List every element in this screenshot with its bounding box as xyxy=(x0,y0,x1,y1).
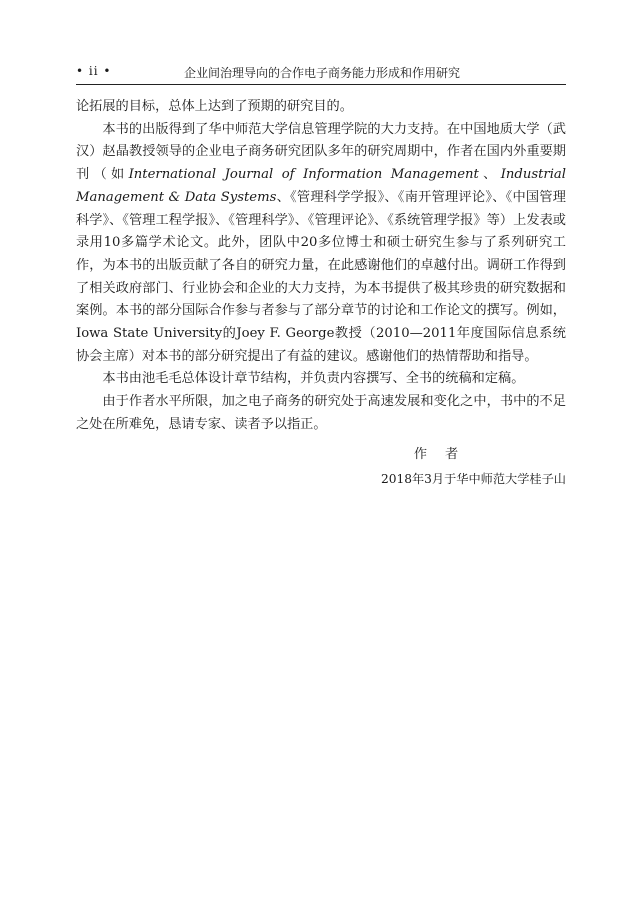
preface-body xyxy=(76,96,566,437)
paragraph-2-part-b: 、《管理科学学报》、《南开管理评论》、《中国管理科学》、《管理工程学报》、《管理科学》、《管理评论》、《系统管理学报》等）上发表或录用10多篇学术论文。此外，团队中20多位博士和硕士研究生参与了系列研究工作，为本书的出版贡献了各自的研究力量，在此感谢他们的卓越付出。调研工作得到了相关政府部门、行业协会和企业的大力支持，为本书提供了极其珍贵的研究数据和案例。本书的部分国际合作参与者参与了部分章节的讨论和工作论文的撰写。例如，Iowa State University的Joey F. George教授（2010—2011年度国际信息系统协会主席）对本书的部分研究提出了有益的建议。感谢他们的热情帮助和指导。 xyxy=(76,189,566,364)
paragraph-4: 由于作者水平所限，加之电子商务的研究处于高速发展和变化之中，书中的不足之处在所难免，恳请专家、读者予以指正。 xyxy=(76,394,566,432)
paragraph-2-part-a: 本书的出版得到了华中师范大学信息管理学院的大力支持。在中国地质大学（武汉）赵晶教授领导的企业电子商务研究团队多年的研究周期中，作者在国内外重要期刊（如 xyxy=(76,121,566,183)
paragraph-2 xyxy=(76,119,566,369)
page-header xyxy=(76,62,566,85)
author-signature: 作者 xyxy=(413,447,477,462)
journal-title-imds: Industrial Management & Data Systems xyxy=(76,167,567,205)
page-number: • ii • xyxy=(76,64,112,78)
journal-separator: 、 xyxy=(478,167,501,183)
paragraph-3: 本书由池毛毛总体设计章节结构，并负责内容撰写、全书的统稿和定稿。 xyxy=(102,371,525,387)
running-title: 企业间治理导向的合作电子商务能力形成和作用研究 xyxy=(184,66,461,80)
journal-title-ijim: International Journal of Information Management xyxy=(128,167,479,183)
paragraph-1: 论拓展的目标，总体上达到了预期的研究目的。 xyxy=(76,99,353,114)
date-and-place: 2018年3月于华中师范大学桂子山 xyxy=(380,472,566,486)
